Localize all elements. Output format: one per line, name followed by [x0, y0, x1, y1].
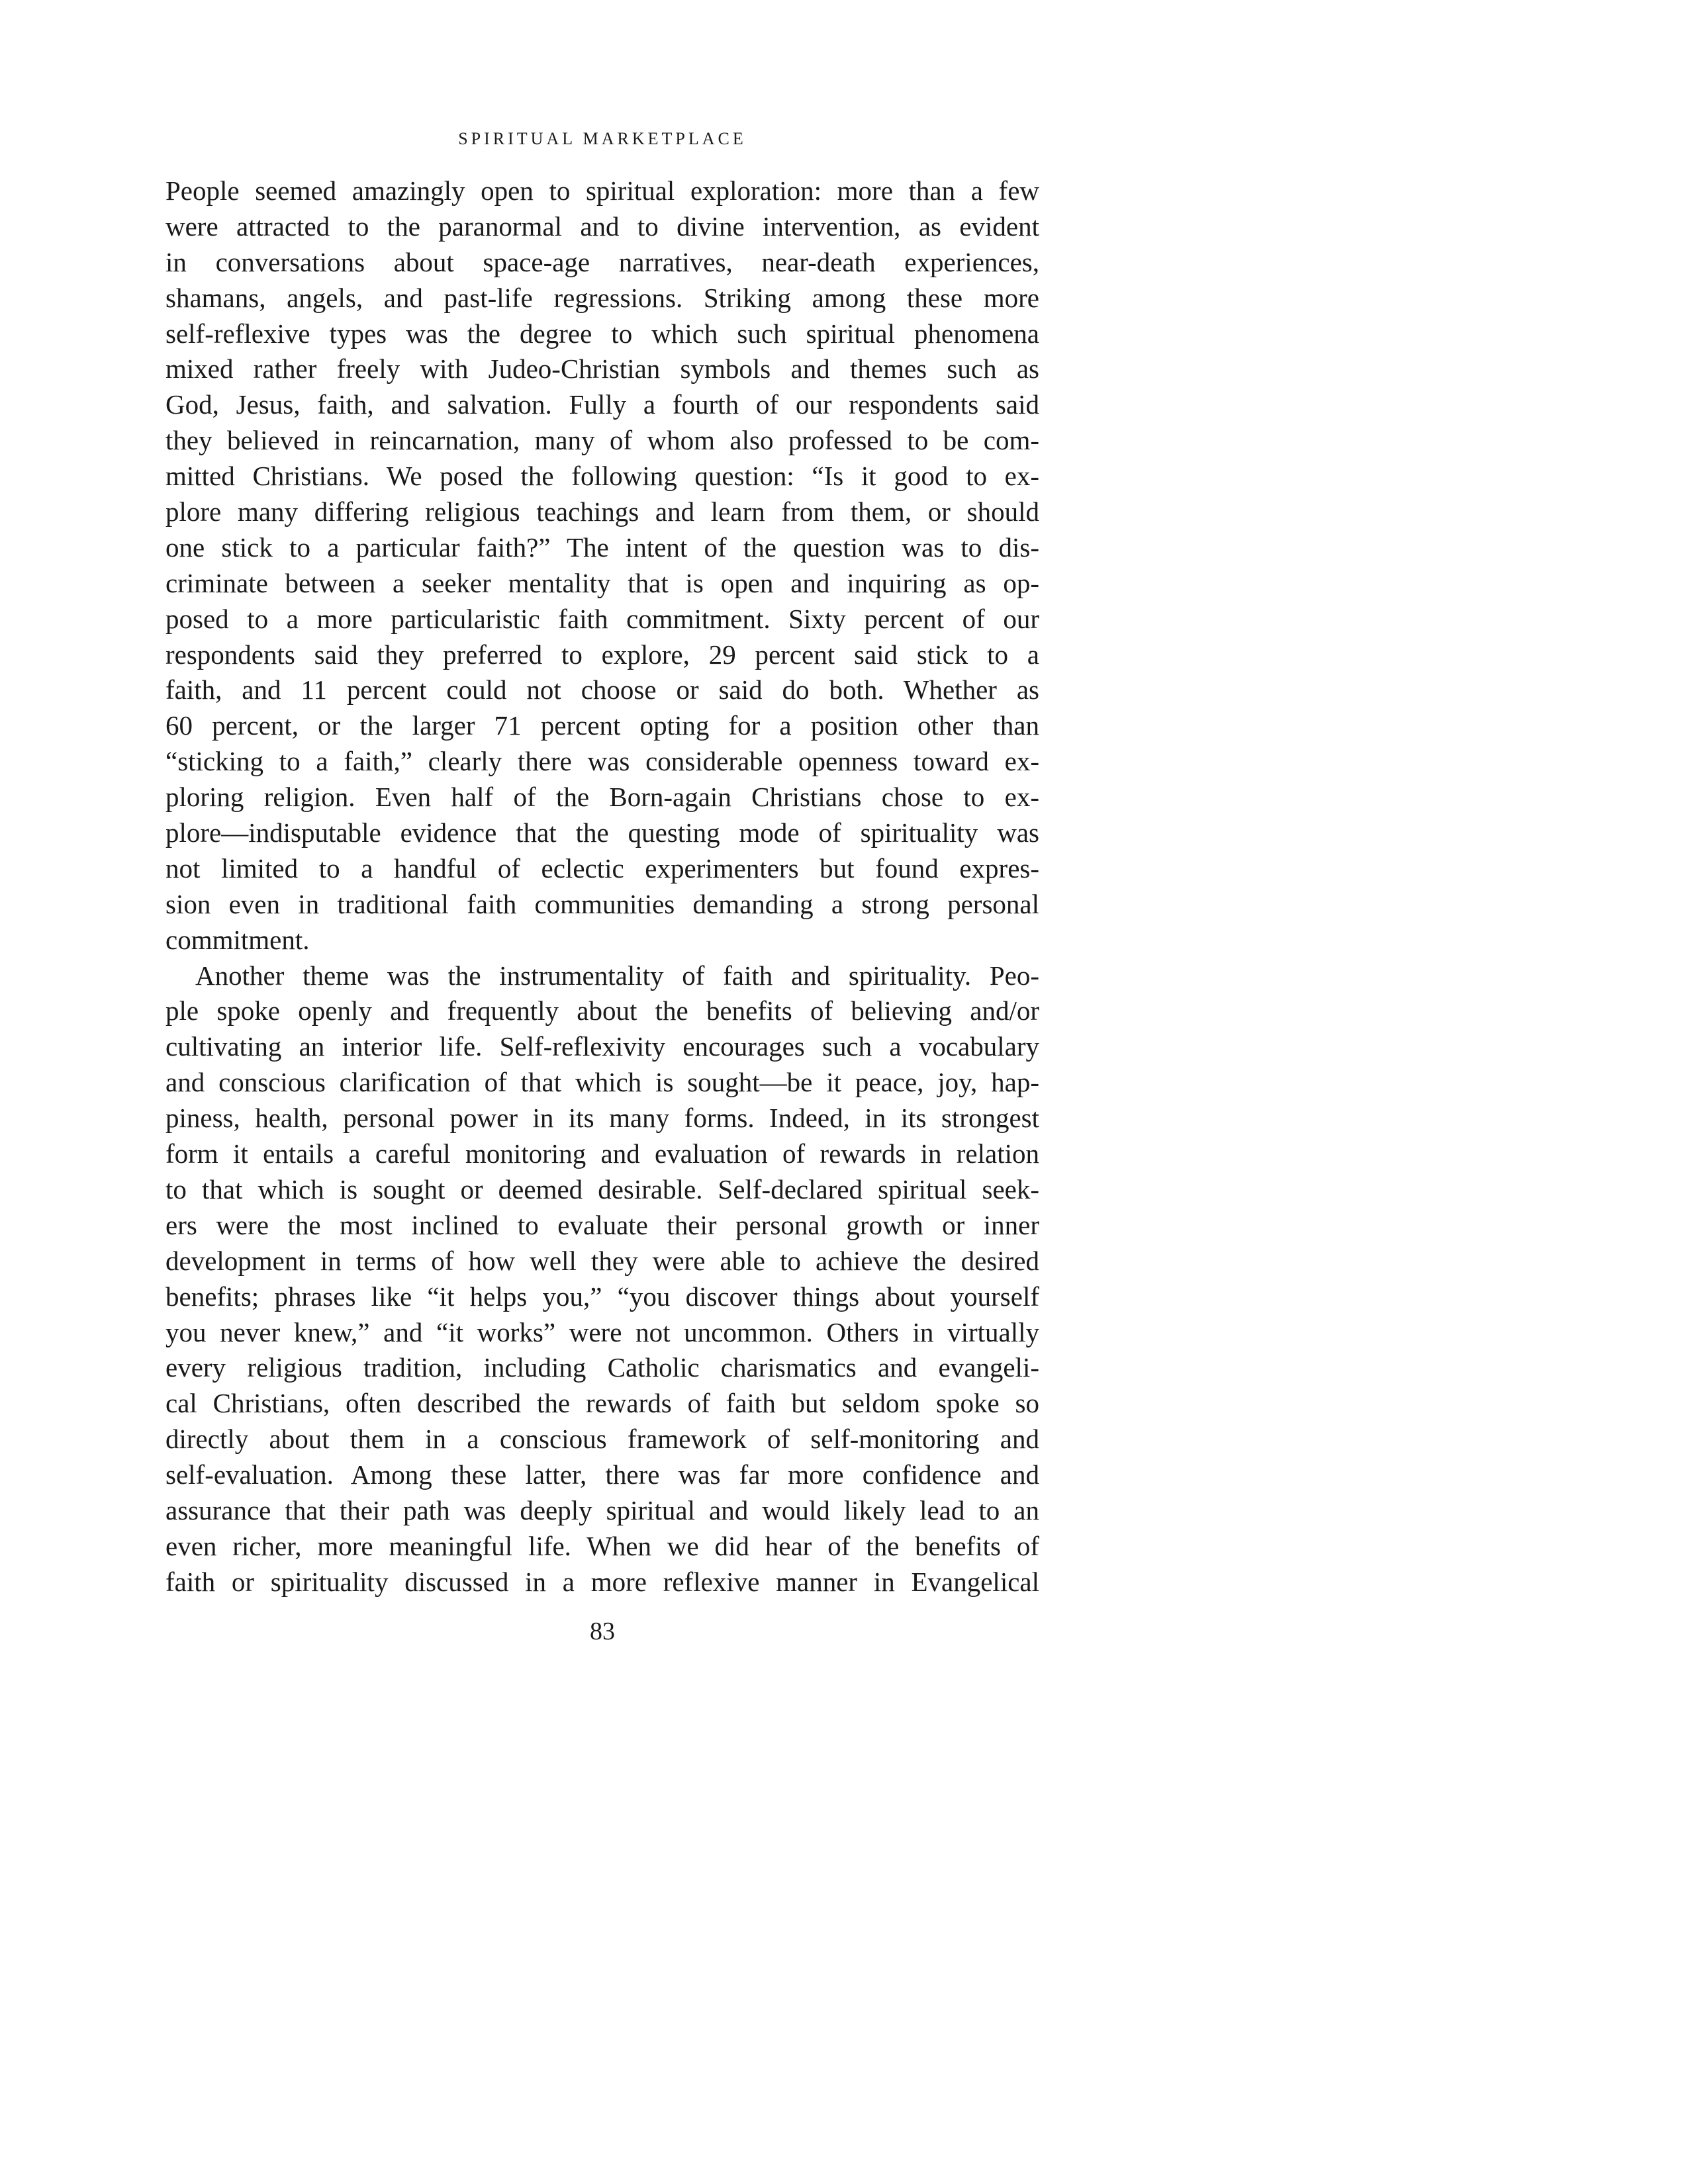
text-line: not limited to a handful of eclectic experimenters but found expres-: [165, 852, 1039, 884]
page-number: 83: [590, 1617, 615, 1645]
text-line: even richer, more meaningful life. When we did hear of the benefits of: [165, 1530, 1039, 1561]
text-line: God, Jesus, faith, and salvation. Fully a fourth of our respondents said: [165, 389, 1039, 420]
text-line: faith, and 11 percent could not choose or said do both. Whether as: [165, 674, 1039, 705]
text-line: faith or spirituality discussed in a more reflexive manner in Evangelical: [165, 1566, 1039, 1597]
text-line: ploring religion. Even half of the Born-again Christians chose to ex-: [165, 782, 1039, 813]
text-line: “sticking to a faith,” clearly there was considerable openness toward ex-: [165, 746, 1039, 777]
text-line: they believed in reincarnation, many of whom also professed to be com-: [165, 425, 1039, 456]
text-line: self-evaluation. Among these latter, there was far more confidence and: [165, 1459, 1039, 1490]
text-line: development in terms of how well they were able to achieve the desired: [165, 1245, 1039, 1276]
text-line: one stick to a particular faith?” The intent of the question was to dis-: [165, 531, 1039, 563]
paragraph-2: [165, 958, 1039, 1600]
text-line: 60 percent, or the larger 71 percent opting for a position other than: [165, 710, 1039, 741]
text-line: form it entails a careful monitoring and evaluation of rewards in relation: [165, 1138, 1039, 1169]
paragraph-1: [165, 173, 1039, 958]
text-line: sion even in traditional faith communities demanding a strong personal: [165, 888, 1039, 919]
body-text: [165, 173, 1039, 1600]
text-line: commitment.: [165, 924, 310, 955]
text-line: plore—indisputable evidence that the questing mode of spirituality was: [165, 817, 1039, 848]
text-line: were attracted to the paranormal and to divine intervention, as evident: [165, 210, 1039, 242]
text-line: People seemed amazingly open to spiritual exploration: more than a few: [165, 175, 1039, 206]
text-line: Another theme was the instrumentality of faith and spirituality. Peo-: [195, 960, 1039, 991]
text-line: you never knew,” and “it works” were not uncommon. Others in virtually: [165, 1316, 1039, 1347]
text-line: criminate between a seeker mentality that is open and inquiring as op-: [165, 567, 1039, 598]
text-line: to that which is sought or deemed desirable. Self-declared spiritual seek-: [165, 1173, 1039, 1205]
text-line: plore many differing religious teachings and learn from them, or should: [165, 496, 1039, 527]
text-line: shamans, angels, and past-life regressions. Striking among these more: [165, 282, 1039, 313]
text-line: posed to a more particularistic faith commitment. Sixty percent of our: [165, 603, 1039, 634]
running-head: SPIRITUAL MARKETPLACE: [458, 129, 747, 148]
text-line: ers were the most inclined to evaluate their personal growth or inner: [165, 1209, 1039, 1240]
text-line: piness, health, personal power in its many forms. Indeed, in its strongest: [165, 1103, 1039, 1134]
text-line: mitted Christians. We posed the following question: “Is it good to ex-: [165, 461, 1039, 492]
text-line: assurance that their path was deeply spiritual and would likely lead to an: [165, 1494, 1039, 1525]
text-line: benefits; phrases like “it helps you,” “you discover things about yourself: [165, 1281, 1039, 1312]
text-line: self-reflexive types was the degree to which such spiritual phenomena: [165, 318, 1039, 349]
text-line: in conversations about space-age narratives, near-death experiences,: [165, 246, 1039, 277]
text-line: respondents said they preferred to explore, 29 percent said stick to a: [165, 639, 1039, 670]
text-line: directly about them in a conscious framework of self-monitoring and: [165, 1424, 1039, 1455]
text-line: cal Christians, often described the rewards of faith but seldom spoke so: [165, 1388, 1039, 1419]
text-line: every religious tradition, including Catholic charismatics and evangeli-: [165, 1352, 1039, 1383]
text-line: cultivating an interior life. Self-reflexivity encourages such a vocabulary: [165, 1031, 1039, 1062]
text-line: mixed rather freely with Judeo-Christian symbols and themes such as: [165, 353, 1039, 385]
text-line: and conscious clarification of that which is sought—be it peace, joy, hap-: [165, 1067, 1039, 1098]
text-line: ple spoke openly and frequently about the benefits of believing and/or: [165, 995, 1039, 1026]
